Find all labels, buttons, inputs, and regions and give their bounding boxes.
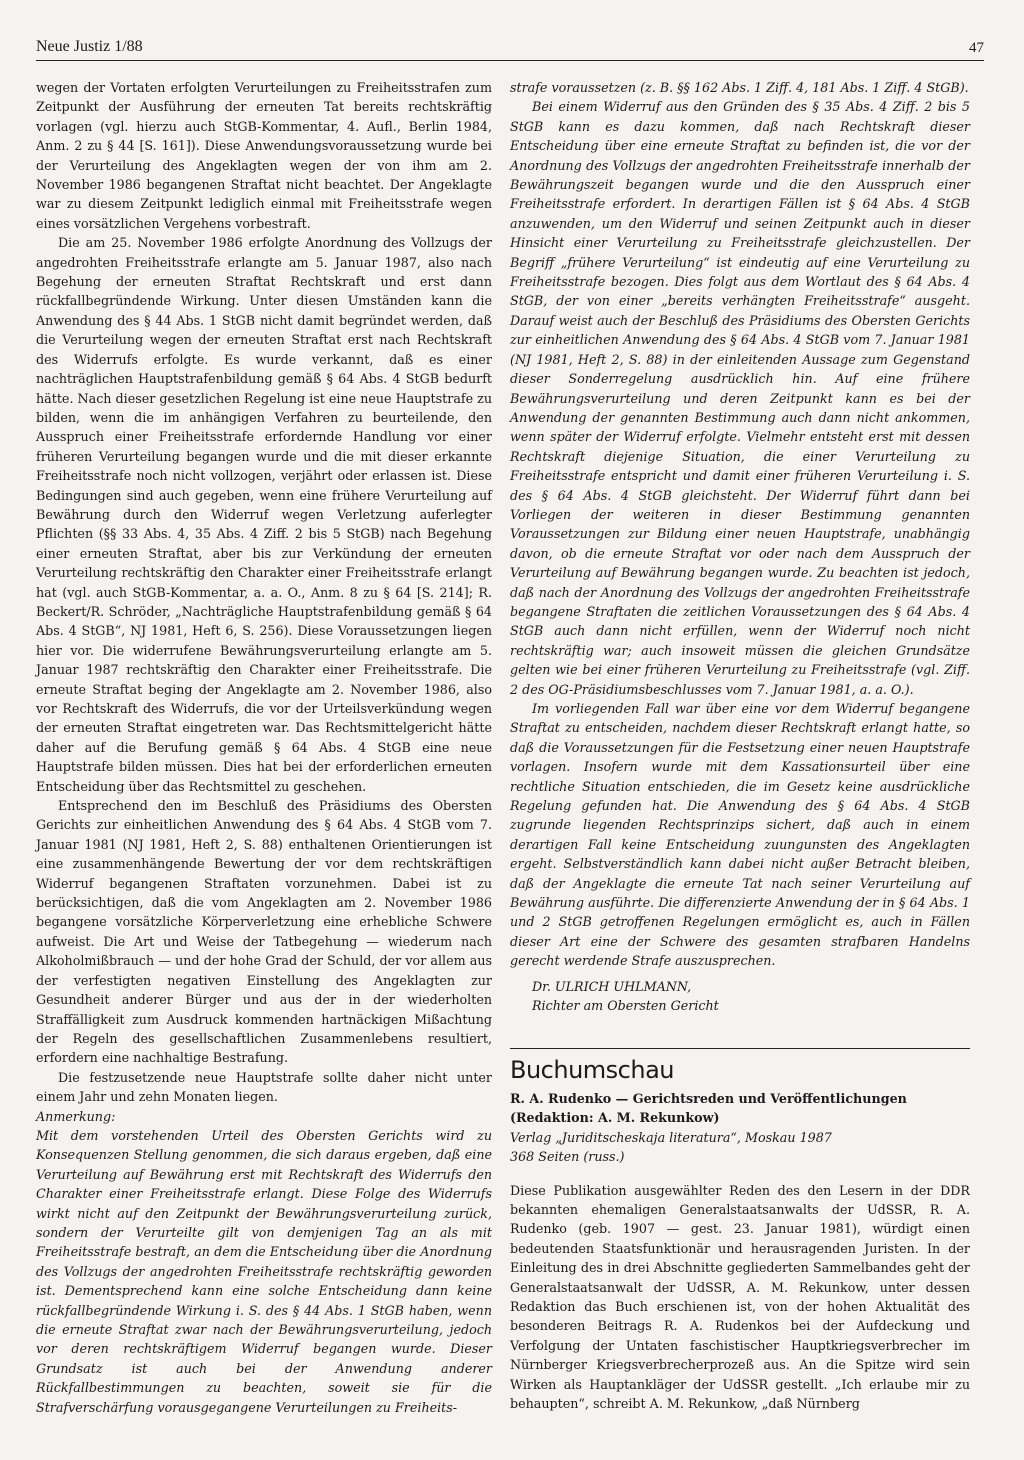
review-body: Diese Publikation ausgewählter Reden des den Lesern in der DDR bekannten ehemaligen Generalstaatsanwalts der UdSSR, R. A. Rudenko (geb. 1907 — gest. 23. Januar 1981), würdigt einen bedeutenden Staatsfunktionär und herausragenden Juristen. In der Einleitung des in drei Abschnitte gegliederten Sammelbandes geht der Generalstaatsanwalt der UdSSR, A. M. Rekunkow, unter dessen Redaktion das Buch erschienen ist, von der hohen Aktualität des besonderen Beitrags R. A. Rudenkos bei der Aufdeckung und Verfolgung der Untaten faschistischer Hauptkriegsverbrecher im Nürnberger Kriegsverbrecherprozeß aus. An die Spitze wird sein Wirken als Hauptankläger der UdSSR gestellt. „Ich erlaube mir zu behaupten“, schreibt A. M. Rekunkow, „daß Nürnberg — [510, 1182, 970, 1412]
annotation-paragraph: Mit dem vorstehenden Urteil des Obersten Gerichts wird zu Konsequenzen Stellung genommen, die sich daraus ergeben, daß eine Verurteilung auf Bewährung erst mit Rechtskraft des Widerrufs den Charakter einer Freiheitsstrafe erlangt. Diese Folge des Widerrufs wirkt nicht auf den Zeitpunkt der Bewährungsverurteilung zurück, sondern der Verurteilte gilt von demjenigen Tag an als mit Freiheitsstrafe bestraft, an dem die Entscheidung über die Anordnung des Vollzugs der angedrohten Freiheitsstrafe rechtskräftig geworden ist. Dementsprechend kann eine solche Entscheidung dann keine rückfallbegründende Wirkung i. S. des § 44 Abs. 1 StGB haben, wenn die erneute Straftat zwar nach der Bewährungsverurteilung, jedoch vor deren rechtskräftigem Widerruf begangen wurde. Dieser Grundsatz ist auch bei der Anwendung anderer Rückfallbestimmungen zu beachten, soweit sie für die Strafverschärfung vorausgegangene Verurteilungen zu Freiheits- — [36, 1127, 492, 1415]
paragraph: wegen der Vortaten erfolgten Verurteilungen zu Freiheitsstrafen zum Zeitpunkt der Ausführung der erneuten Tat bereits rechtskräftig vorlagen (vgl. hierzu auch StGB-Kommentar, 4. Aufl., Berlin 1984, Anm. 2 zu § 44 [S. 161]). Diese Anwendungsvoraussetzung wurde bei der Verurteilung des Angeklagten wegen der von ihm am 2. November 1986 begangenen Straftat nicht beachtet. Der Angeklagte war zu diesem Zeitpunkt lediglich einmal mit Freiheitsstrafe wegen eines vorsätzlichen Vergehens vorbestraft. — [36, 80, 492, 231]
author-title: Richter am Obersten Gericht — [532, 998, 719, 1014]
header-rule — [36, 60, 984, 61]
book-heading — [510, 1089, 970, 1128]
journal-issue: Neue Justiz 1/88 — [36, 38, 143, 55]
right-column — [510, 78, 970, 1016]
section-title: Buchumschau — [510, 1056, 674, 1084]
book-editor-line: (Redaktion: A. M. Rekunkow) — [510, 1110, 720, 1126]
book-metadata — [510, 1128, 970, 1167]
paragraph: Die festzusetzende neue Hauptstrafe sollte daher nicht unter einem Jahr und zehn Monaten liegen. — [36, 1069, 492, 1105]
paragraph: Entsprechend den im Beschluß des Präsidiums des Obersten Gerichts zur einheitlichen Anwendung des § 64 Abs. 4 StGB vom 7. Januar 1981 (NJ 1981, Heft 2, S. 88) enthaltenen Orientierungen ist eine zusammenhängende Bewertung der vor dem rechtskräftigen Widerruf begangenen Straftaten vorzunehmen. Dabei ist zu berücksichtigen, daß die vom Angeklagten am 2. November 1986 begangene vorsätzliche Körperverletzung eine erhebliche Schwere aufweist. Die Art und Weise der Tatbegehung — wiederum nach Alkoholmißbrauch — und der hohe Grad der Schuld, der vor allem aus der verfestigten negativen Einstellung des Angeklagten zur Gesundheit anderer Bürger und aus der in der wiederholten Straffälligkeit zum Ausdruck kommenden hartnäckigen Mißachtung der Regeln des gesellschaftlichen Zusammenlebens resultiert, erfordern eine nachhaltige Bestrafung. — [36, 798, 492, 1066]
annotation — [36, 1107, 492, 1418]
paragraph: Im vorliegenden Fall war über eine vor dem Widerruf begangene Straftat zu entscheiden, nachdem dieser Rechtskraft erlangt hatte, so daß die Voraussetzungen für die Festsetzung einer neuen Hauptstrafe vorlagen. Insofern wurde mit dem Kassationsurteil über eine rechtliche Situation entschieden, die im Gesetz keine ausdrückliche Regelung gefunden hat. Die Anwendung des § 64 Abs. 4 StGB zugrunde liegenden Rechtsprinzips sichert, daß auch in einem derartigen Fall keine Entscheidung zuungunsten des Angeklagten ergeht. Selbstverständlich kann dabei nicht außer Betracht bleiben, daß der Angeklagte die erneute Tat nach seiner Verurteilung auf Bewährung ausführte. Die differenzierte Anwendung der in § 64 Abs. 1 und 2 StGB getroffenen Regelungen ermöglicht es, auch in Fällen dieser Art eine der Schwere des gesamten strafbaren Handelns gerecht werdende Strafe auszusprechen. — [510, 701, 970, 969]
page-number: 47 — [969, 40, 984, 56]
publisher-line: Verlag „Juriditscheskaja literatura“, Moskau 1987 — [510, 1129, 832, 1145]
annotation-heading: Anmerkung: — [36, 1108, 116, 1124]
author-name: Dr. ULRICH UHLMANN, — [532, 978, 692, 994]
book-review-section — [510, 1048, 970, 1414]
pages-line: 368 Seiten (russ.) — [510, 1149, 625, 1165]
book-title-line: R. A. Rudenko — Gerichtsreden und Veröffentlichungen — [510, 1091, 907, 1106]
left-column — [36, 78, 492, 1417]
page-header — [36, 34, 984, 62]
paragraph: Die am 25. November 1986 erfolgte Anordnung des Vollzugs der angedrohten Freiheitsstrafe erlangte am 5. Januar 1987, also nach Begehung der erneuten Straftat Rechtskraft und erst dann rückfallbegründende Wirkung. Unter diesen Umständen kann die Anwendung des § 44 Abs. 1 StGB nicht damit begründet werden, daß die Verurteilung wegen der erneuten Straftat erst nach Rechtskraft des Widerrufs erfolgte. Es wurde verkannt, daß es einer nachträglichen Hauptstrafenbildung gemäß § 64 Abs. 4 StGB bedurft hätte. Nach dieser gesetzlichen Regelung ist eine neue Hauptstrafe zu bilden, wenn die im anhängigen Verfahren zu beurteilende, den Ausspruch einer Freiheitsstrafe erfordernde Handlung vor einer früheren Verurteilung begangen wurde und die mit dieser erkannte Freiheitsstrafe noch nicht vollzogen, verjährt oder erlassen ist. Diese Bedingungen sind auch gegeben, wenn eine frühere Verurteilung auf Bewährung durch den Widerruf wegen Verletzung auferlegter Pflichten (§§ 33 Abs. 4, 35 Abs. 4 Ziff. 2 bis 5 StGB) nach Begehung einer erneuten Straftat, aber bis zur Verkündung der erneuten Verurteilung rechtskräftig den Charakter einer Freiheitsstrafe erlangt hat (vgl. auch StGB-Kommentar, a. a. O., Anm. 8 zu § 64 [S. 214]; R. Beckert/R. Schröder, „Nachträgliche Hauptstrafenbildung gemäß § 64 Abs. 4 StGB“, NJ 1981, Heft 6, S. 256). Diese Voraussetzungen liegen hier vor. Die widerrufene Bewährungsverurteilung erlangte am 5. Januar 1987 rechtskräftig den Charakter einer Freiheitsstrafe. Die erneute Straftat beging der Angeklagte am 2. November 1986, also vor Rechtskraft des Widerrufs, die vor der Urteilsverkündung wegen der erneuten Straftat eingetreten war. Das Rechtsmittelgericht hätte daher auf die Berufung gemäß § 64 Abs. 4 StGB eine neue Hauptstrafe bilden müssen. Dies hat bei der erforderlichen erneuten Entscheidung über das Rechtsmittel zu geschehen. — [36, 235, 492, 794]
paragraph: strafe voraussetzen (z. B. §§ 162 Abs. 1 Ziff. 4, 181 Abs. 1 Ziff. 4 StGB). — [510, 80, 969, 95]
author-signature — [510, 977, 970, 1016]
section-rule — [510, 1048, 970, 1049]
paragraph: Bei einem Widerruf aus den Gründen des § 35 Abs. 4 Ziff. 2 bis 5 StGB kann es dazu kommen, daß nach Rechtskraft dieser Entscheidung über eine erneute Straftat zu befinden ist, die vor der Anordnung des Vollzugs der angedrohten Freiheitsstrafe innerhalb der Bewährungszeit begangen wurde und die den Ausspruch einer Freiheitsstrafe erfordert. In derartigen Fällen ist § 64 Abs. 4 StGB anzuwenden, um den Widerruf und seinen Zeitpunkt auch in dieser Hinsicht einer Verurteilung zu Freiheitsstrafe gleichzustellen. Der Begriff „frühere Verurteilung“ ist eindeutig auf eine Verurteilung zu Freiheitsstrafe bezogen. Dies folgt aus dem Wortlaut des § 64 Abs. 4 StGB, der von einer „bereits verhängten Freiheitsstrafe“ ausgeht. Darauf weist auch der Beschluß des Präsidiums des Obersten Gerichts zur einheitlichen Anwendung des § 64 Abs. 4 StGB vom 7. Januar 1981 (NJ 1981, Heft 2, S. 88) in der einleitenden Aussage zum Gegenstand dieser Sonderregelung ausdrücklich hin. Auf eine frühere Bewährungsverurteilung und deren Zeitpunkt kann es bei der Anwendung der genannten Bestimmung auch dann nicht ankommen, wenn später der Widerruf erfolgte. Vielmehr entsteht erst mit dessen Rechtskraft diejenige Situation, die einer Verurteilung zu Freiheitsstrafe entspricht und damit einer früheren Verurteilung i. S. des § 64 Abs. 4 StGB gleichsteht. Der Widerruf führt dann bei Vorliegen der weiteren in dieser Bestimmung genannten Voraussetzungen zur Bildung einer neuen Hauptstrafe, unabhängig davon, ob die erneute Straftat vor oder nach dem Ausspruch der Verurteilung auf Bewährung begangen wurde. Zu beachten ist jedoch, daß nach der Anordnung des Vollzugs der angedrohten Freiheitsstrafe begangene Straftaten die zeitlichen Voraussetzungen des § 64 Abs. 4 StGB auch dann nicht erfüllen, wenn der Widerruf noch nicht rechtskräftig war; auch insoweit müssen die gleichen Grundsätze gelten wie bei einer früheren Verurteilung zu Freiheitsstrafe (vgl. Ziff. 2 des OG-Präsidiumsbeschlusses vom 7. Januar 1981, a. a. O.). — [510, 99, 970, 697]
